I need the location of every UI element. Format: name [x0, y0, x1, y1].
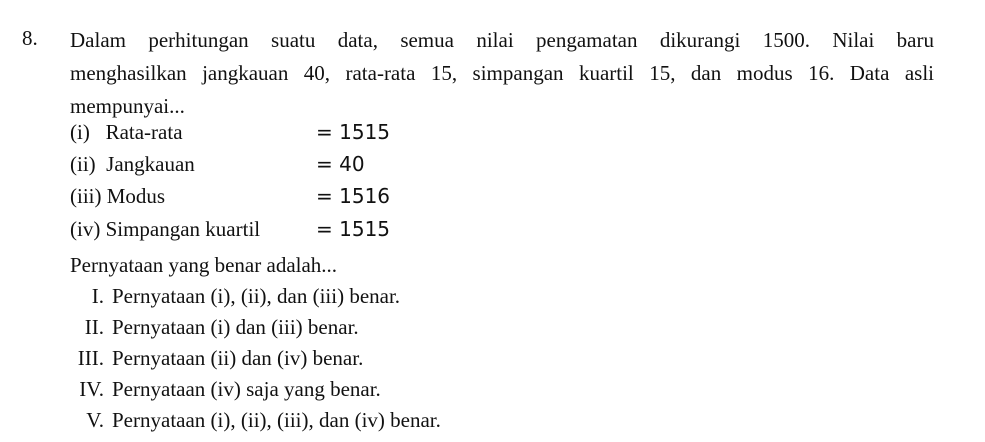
statement-label: (iv) Simpangan kuartil: [70, 217, 261, 241]
answer-option-v[interactable]: [0, 405, 985, 436]
stem-line: mempunyai...: [70, 94, 185, 118]
question-number: 8.: [22, 26, 38, 50]
answer-option-ii[interactable]: [0, 312, 985, 343]
option-numeral: IV.: [79, 377, 104, 401]
statement-value: = 40: [316, 152, 365, 176]
option-text: Pernyataan (i) dan (iii) benar.: [112, 315, 359, 339]
option-numeral: I.: [91, 284, 104, 308]
option-numeral: II.: [84, 315, 104, 339]
answer-option-iii[interactable]: [0, 343, 985, 374]
option-text: Pernyataan (i), (ii), dan (iii) benar.: [112, 284, 401, 308]
statement-label: (i) Rata-rata: [70, 120, 183, 144]
option-text: Pernyataan (iv) saja yang benar.: [112, 377, 381, 401]
question-stem: [70, 24, 934, 123]
statement-label: (ii) Jangkauan: [70, 152, 195, 176]
stem-line: Dalam perhitungan suatu data, semua nilai pengamatan dikurangi 1500. Nilai baru: [70, 28, 934, 52]
statement-value: = 1515: [316, 120, 391, 144]
question-prompt: Pernyataan yang benar adalah...: [70, 253, 338, 277]
statement-label: (iii) Modus: [70, 184, 166, 208]
stem-line: menghasilkan jangkauan 40, rata-rata 15, simpangan kuartil 15, dan modus 16. Data asli: [70, 61, 934, 85]
option-text: Pernyataan (ii) dan (iv) benar.: [112, 346, 364, 370]
option-numeral: III.: [77, 346, 104, 370]
option-text: Pernyataan (i), (ii), (iii), dan (iv) benar.: [112, 408, 441, 432]
statement-value: = 1515: [316, 217, 391, 241]
option-numeral: V.: [86, 408, 104, 432]
statement-value: = 1516: [316, 184, 391, 208]
answer-option-i[interactable]: [0, 281, 985, 312]
answer-option-iv[interactable]: [0, 374, 985, 405]
